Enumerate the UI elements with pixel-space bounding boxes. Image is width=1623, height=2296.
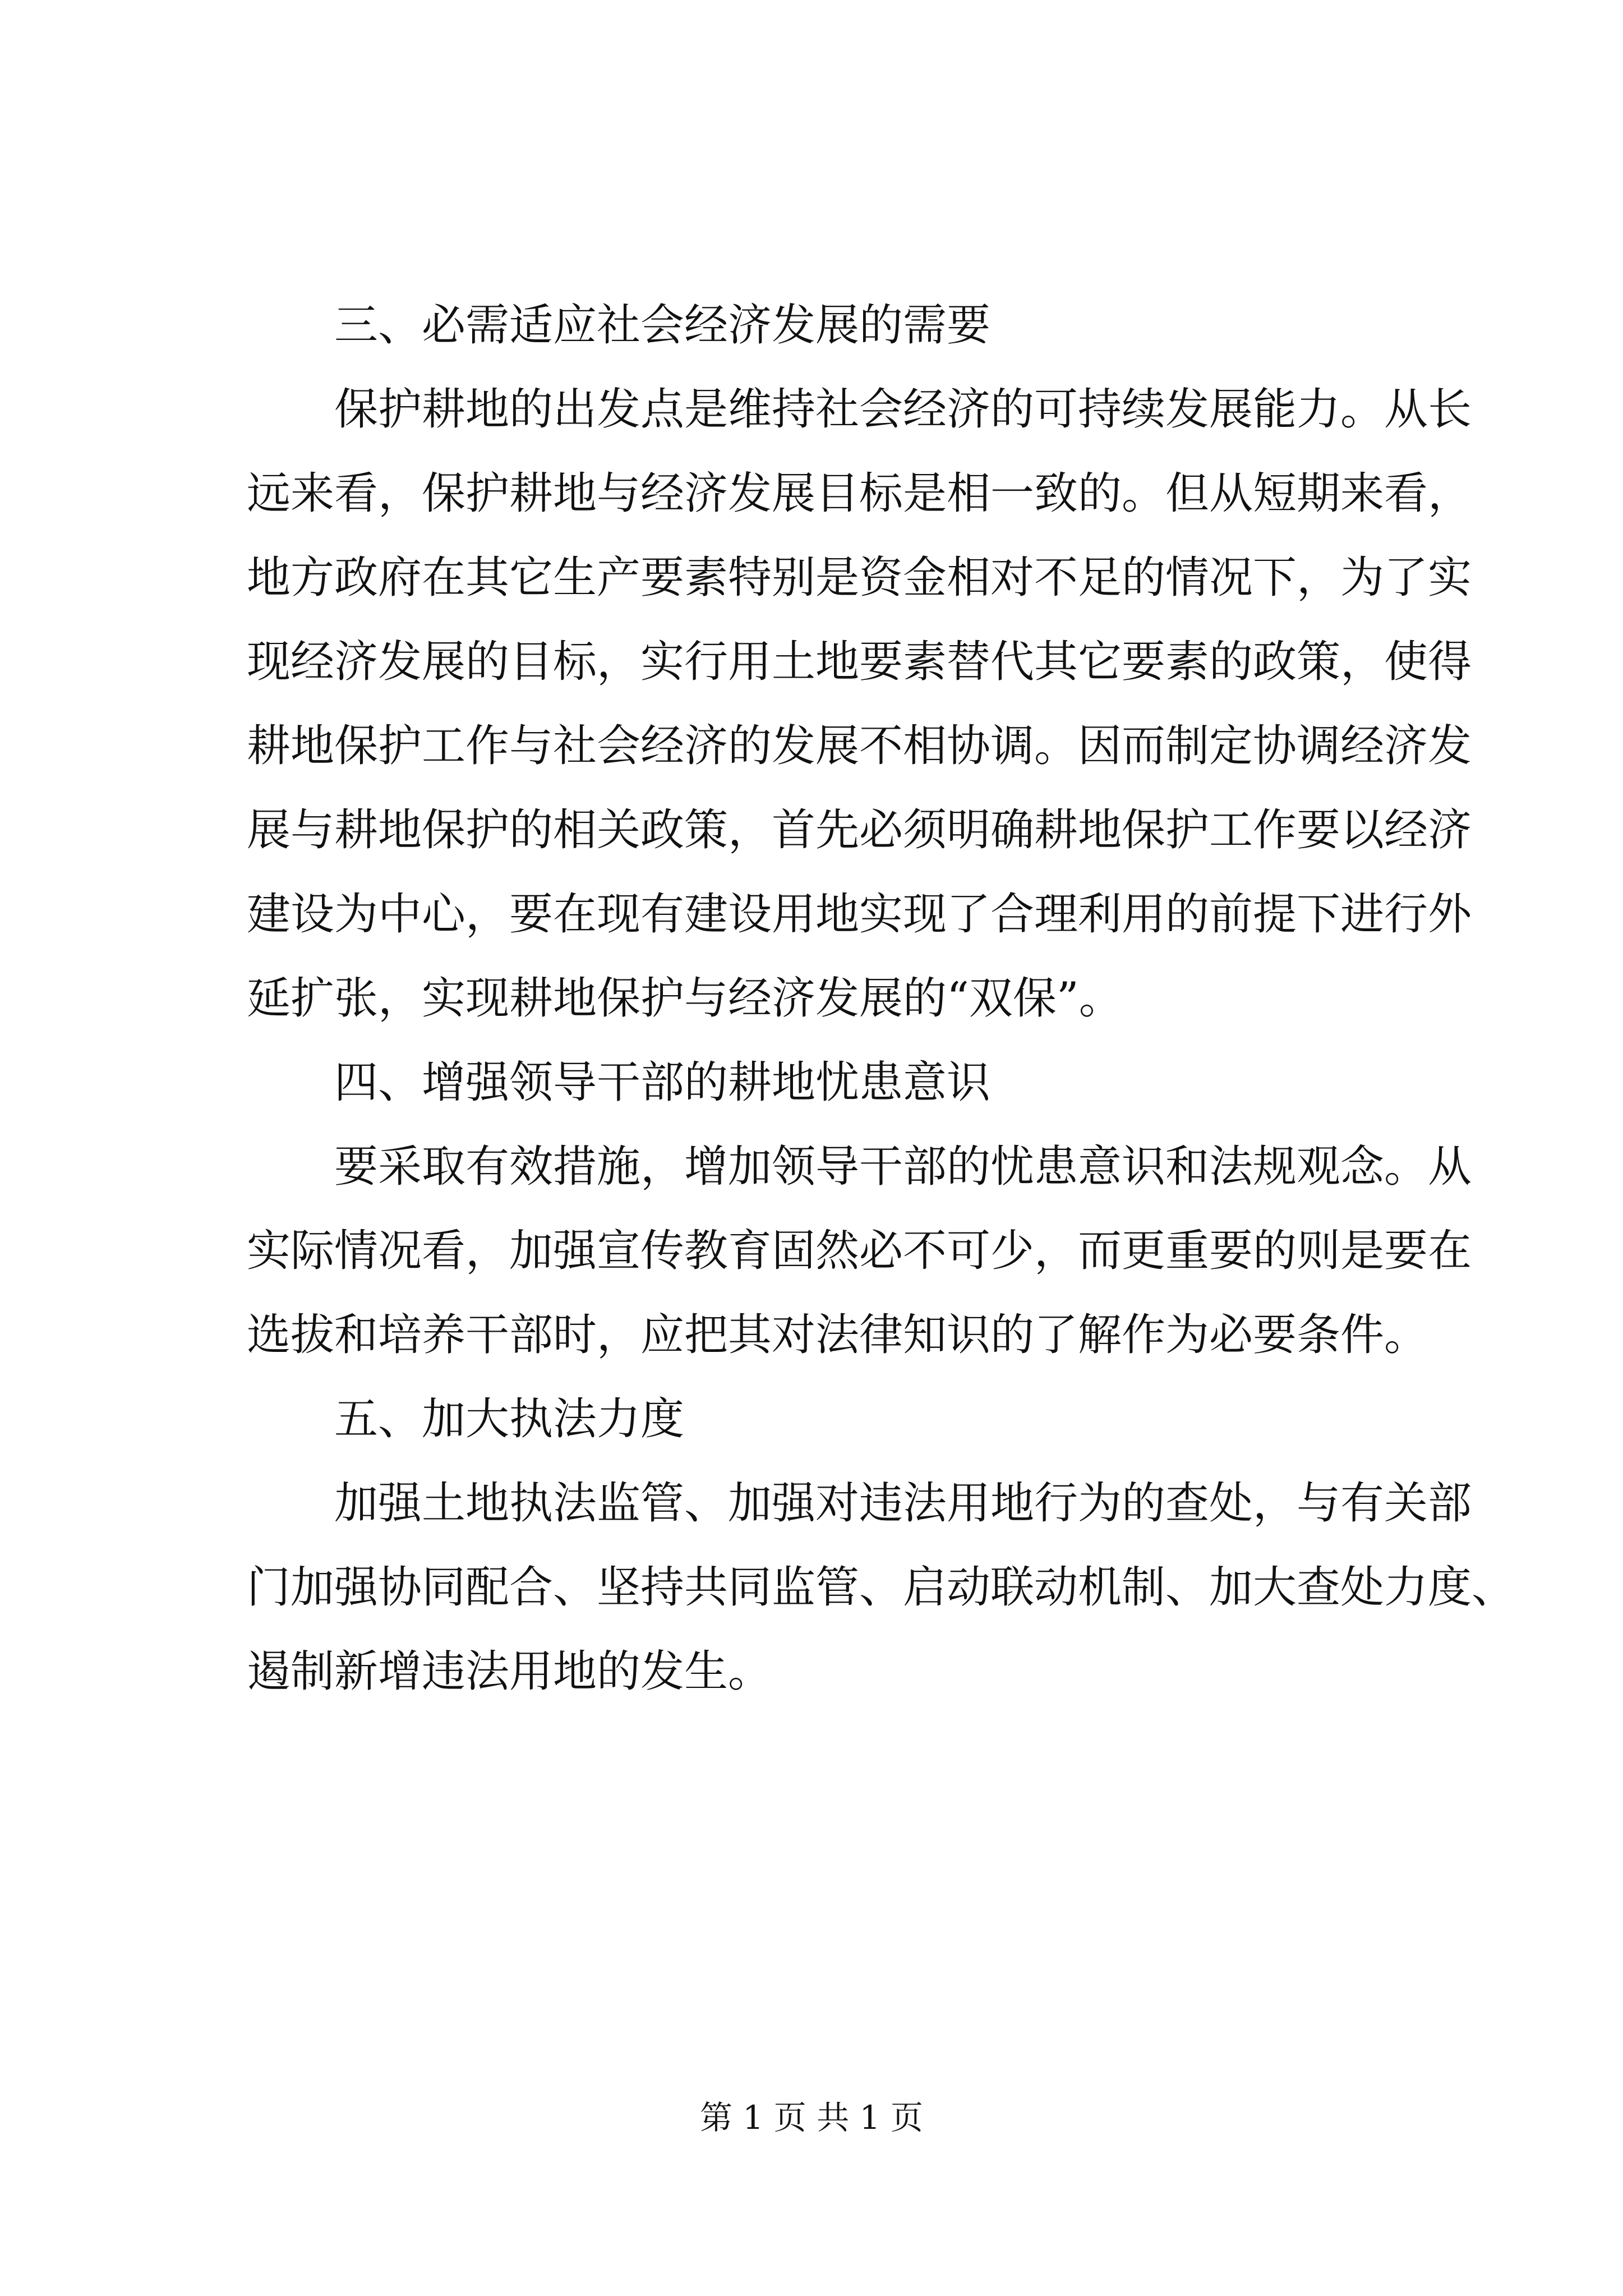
paragraph-line: 耕地保护工作与社会经济的发展不相协调。因而制定协调经济发 (247, 721, 1472, 771)
paragraph-line: 门加强协同配合、坚持共同监管、启动联动机制、加大查处力度、 (247, 1562, 1516, 1613)
paragraph-line: 地方政府在其它生产要素特别是资金相对不足的情况下，为了实 (247, 553, 1472, 603)
document-body (247, 283, 1516, 1714)
paragraph-line: 展与耕地保护的相关政策，首先必须明确耕地保护工作要以经济 (247, 805, 1472, 855)
paragraph-line: 建设为中心，要在现有建设用地实现了合理利用的前提下进行外 (247, 889, 1472, 940)
paragraph-line: 选拔和培养干部时，应把其对法律知识的了解作为必要条件。 (247, 1310, 1428, 1360)
section-heading-5: 五、加大执法力度 (247, 1394, 685, 1444)
paragraph-line: 实际情况看，加强宣传教育固然必不可少，而更重要的则是要在 (247, 1226, 1472, 1276)
section-heading-4: 四、增强领导干部的耕地忧患意识 (247, 1057, 991, 1108)
paragraph-line: 延扩张，实现耕地保护与经济发展的“双保”。 (247, 973, 1123, 1024)
paragraph-line: 保护耕地的出发点是维持社会经济的可持续发展能力。从长 (247, 384, 1472, 435)
paragraph-line: 遏制新增违法用地的发生。 (247, 1646, 772, 1697)
page-number-footer: 第 1 页 共 1 页 (700, 2099, 923, 2137)
paragraph-line: 远来看，保护耕地与经济发展目标是相一致的。但从短期来看， (247, 468, 1472, 519)
section-heading-3: 三、必需适应社会经济发展的需要 (247, 300, 991, 351)
paragraph-line: 加强土地执法监管、加强对违法用地行为的查处，与有关部 (247, 1478, 1472, 1529)
paragraph-line: 现经济发展的目标，实行用土地要素替代其它要素的政策，使得 (247, 637, 1472, 687)
paragraph-line: 要采取有效措施，增加领导干部的忧患意识和法规观念。从 (247, 1142, 1472, 1192)
